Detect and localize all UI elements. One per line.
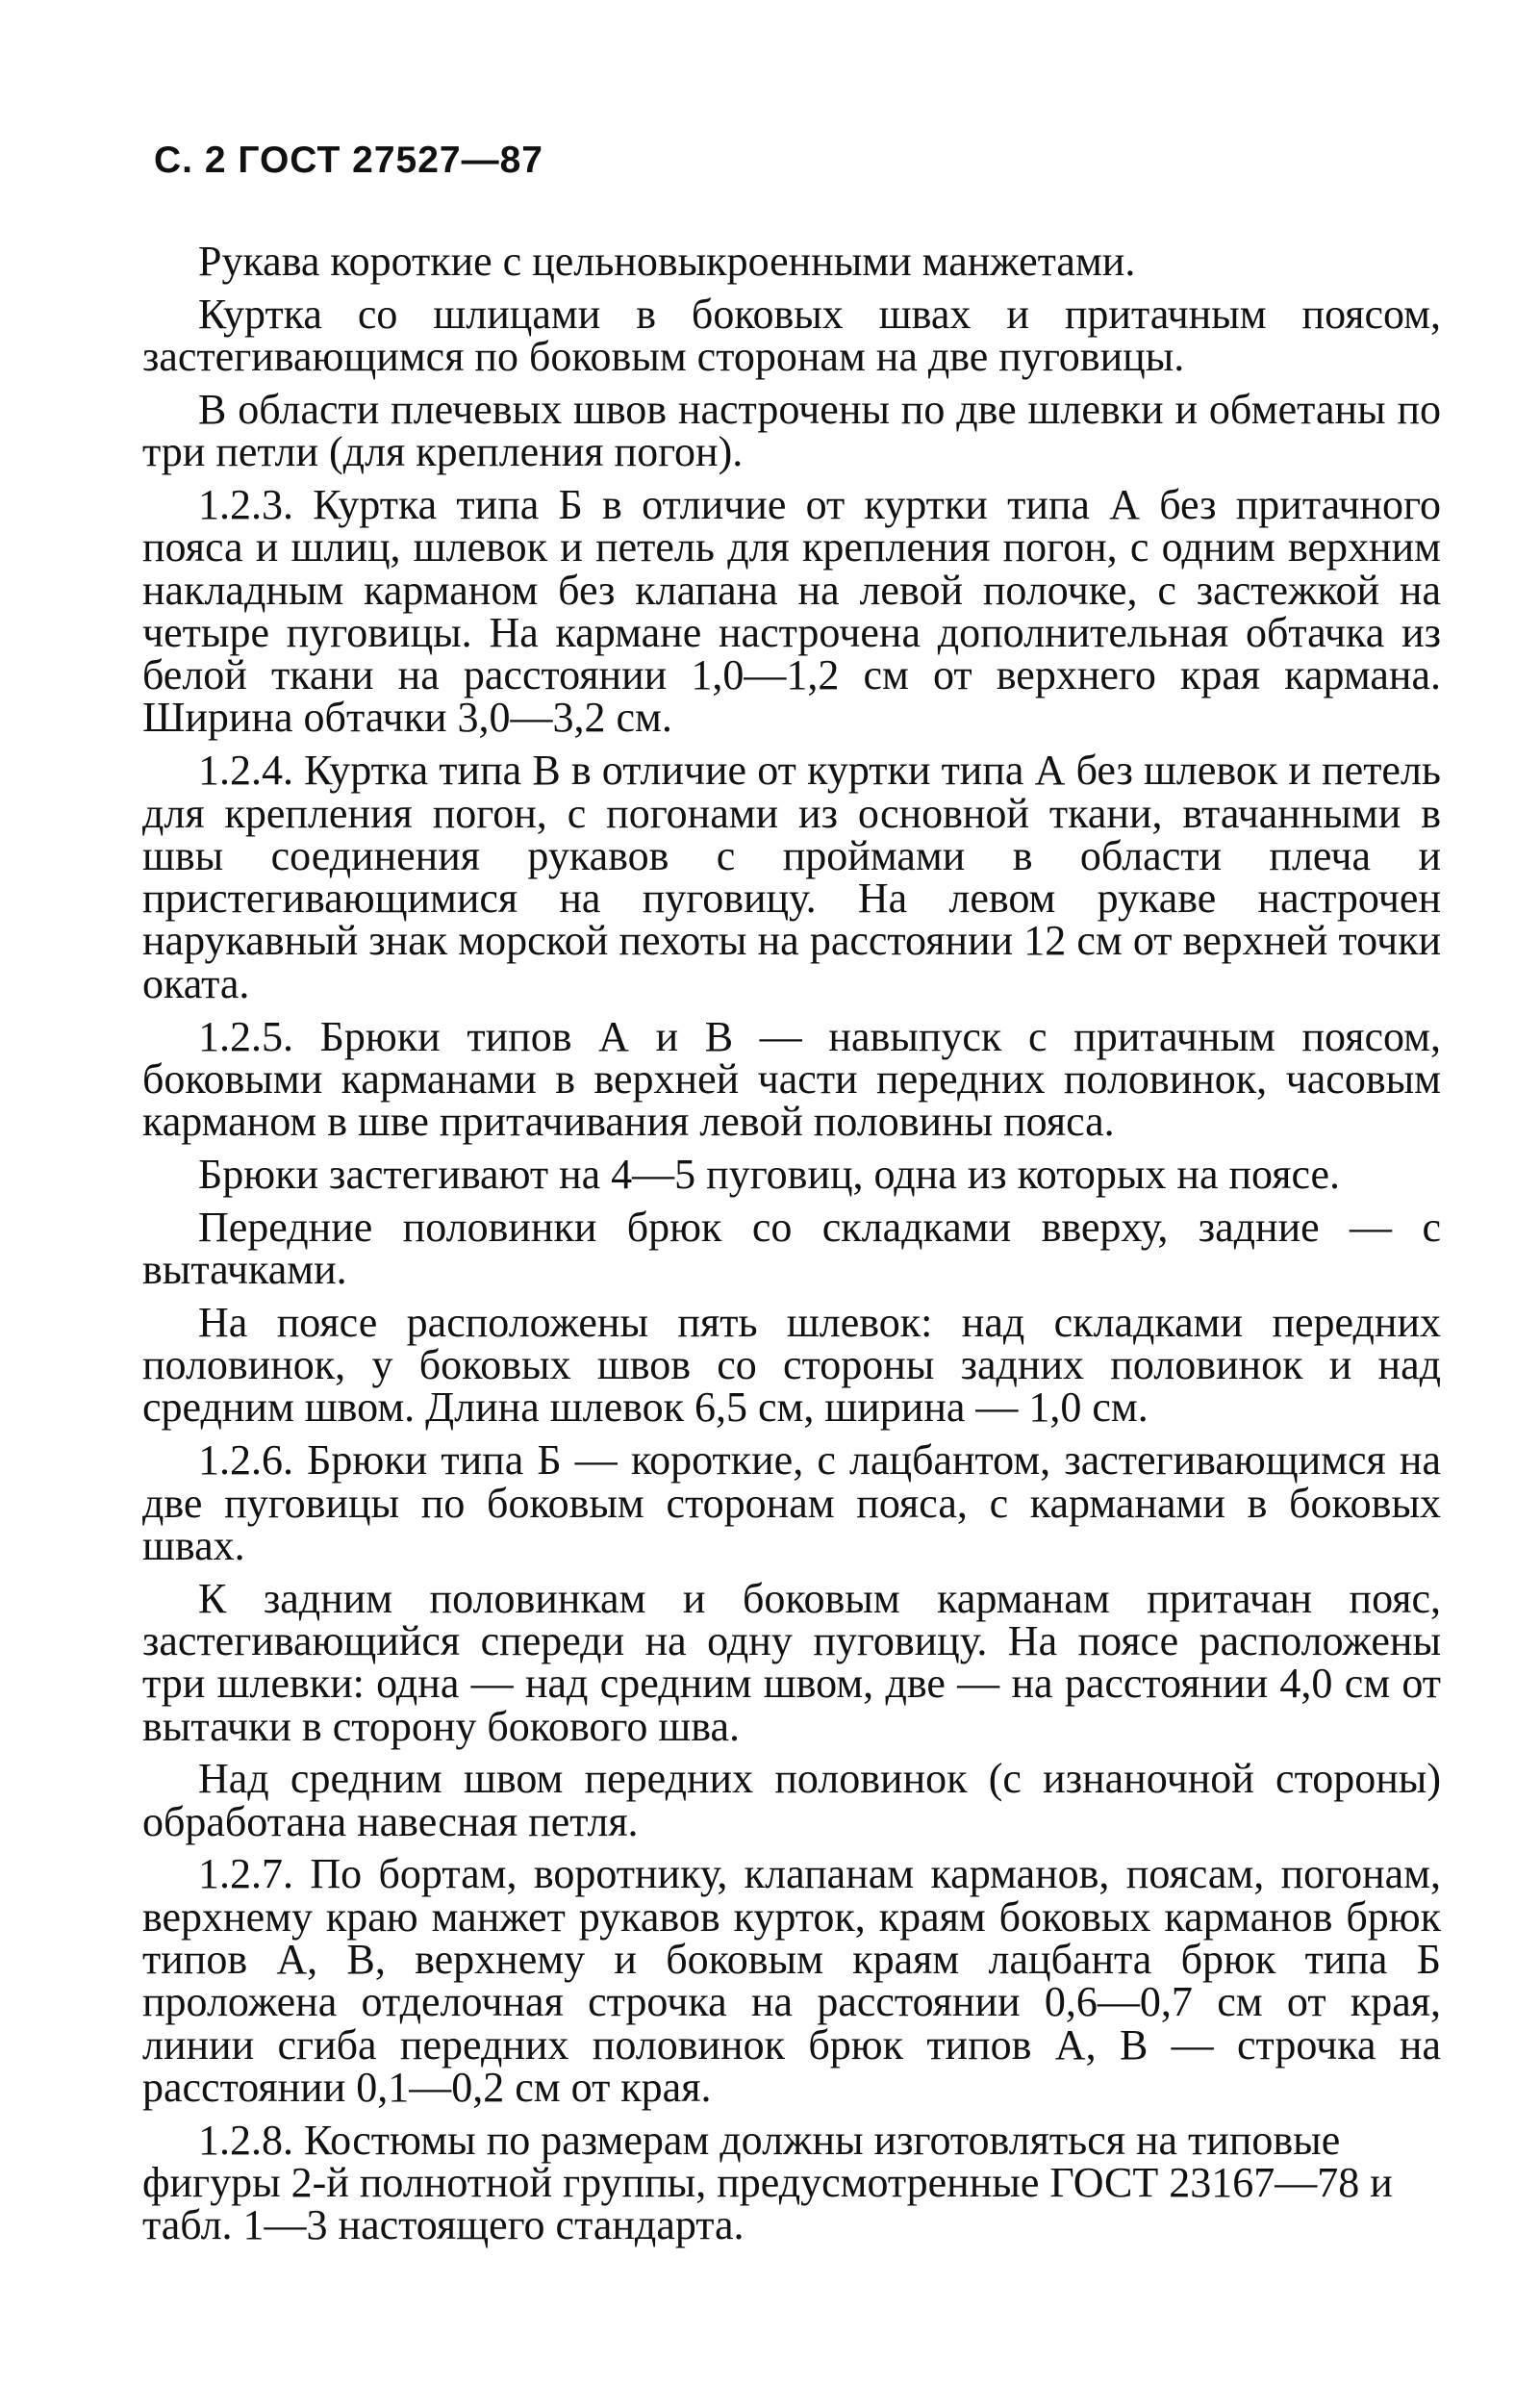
paragraph-1-2-6: 1.2.6. Брюки типа Б — короткие, с лацбантом, застегивающимся на две пуговицы по боковым сторонам пояса, с карманами в боковых швах.: [142, 1436, 1441, 1569]
paragraph-trousers-pleats: Передние половинки брюк со складками вверху, задние — с вытачками.: [142, 1203, 1441, 1294]
paragraph-1-2-3: 1.2.3. Куртка типа Б в отличие от куртки типа А без притачного пояса и шлиц, шлевок и петель для крепления погон, с одним верхним накладным карманом без клапана на левой полочке, с застежкой на четыре пуговицы. На кармане настрочена дополнительная обтачка из белой ткани на расстоянии 1,0—1,2 см от верхнего края кармана. Ширина обтачки 3,0—3,2 см.: [142, 480, 1441, 742]
paragraph-back-halves-belt: К задним половинкам и боковым карманам притачан пояс, застегивающийся спереди на одну пуговицу. На поясе расположены три шлевки: одна — над средним швом, две — на расстоянии 4,0 см от вытачки в сторону бокового шва.: [142, 1574, 1441, 1750]
paragraph-sleeves: Рукава короткие с цельновыкроенными манжетами.: [198, 238, 1136, 285]
paragraph-1-2-7: 1.2.7. По бортам, воротнику, клапанам карманов, поясам, погонам, верхнему краю манжет рукавов курток, краям боковых карманов брюк типов А, В, верхнему и боковым краям лацбанта брюк типа Б проложена отделочная строчка на расстоянии 0,6—0,7 см от края, линии сгиба передних половинок брюк типов А, В — строчка на расстоянии 0,1—0,2 см от края.: [142, 1850, 1441, 2111]
paragraph-shoulder-loops: В области плечевых швов настрочены по две шлевки и обметаны по три петли (для крепления погон).: [142, 385, 1441, 476]
paragraph-1-2-4: 1.2.4. Куртка типа В в отличие от куртки типа А без шлевок и петель для крепления погон, с погонами из основной ткани, втачанными в швы соединения рукавов с проймами в области плеча и пристегивающимися на пуговицу. На левом рукаве настрочен нарукавный знак морской пехоты на расстоянии 12 см от верхней точки оката.: [142, 747, 1441, 1007]
paragraph-jacket-slits: Куртка со шлицами в боковых швах и притачным поясом, застегивающимся по боковым сторонам на две пуговицы.: [142, 290, 1441, 381]
paragraph-1-2-5: 1.2.5. Брюки типов А и В — навыпуск с притачным поясом, боковыми карманами в верхней части передних половинок, часовым карманом в шве притачивания левой половины пояса.: [142, 1012, 1441, 1146]
paragraph-1-2-8: 1.2.8. Костюмы по размерам должны изготовляться на типовые фигуры 2-й полнотной группы, предусмотренные ГОСТ 23167—78 и табл. 1—3 настоящего стандарта.: [142, 2116, 1393, 2249]
paragraph-belt-loops: На поясе расположены пять шлевок: над складками передних половинок, у боковых швов со стороны задних половинок и над средним швом. Длина шлевок 6,5 см, ширина — 1,0 см.: [142, 1298, 1441, 1432]
document-body: [142, 238, 1441, 2257]
paragraph-hanging-loop: Над средним швом передних половинок (с изнаночной стороны) обработана навесная петля.: [142, 1755, 1441, 1845]
paragraph-trousers-buttons: Брюки застегивают на 4—5 пуговиц, одна из которых на поясе.: [198, 1150, 1341, 1198]
page-header: С. 2 ГОСТ 27527—87: [154, 140, 543, 181]
